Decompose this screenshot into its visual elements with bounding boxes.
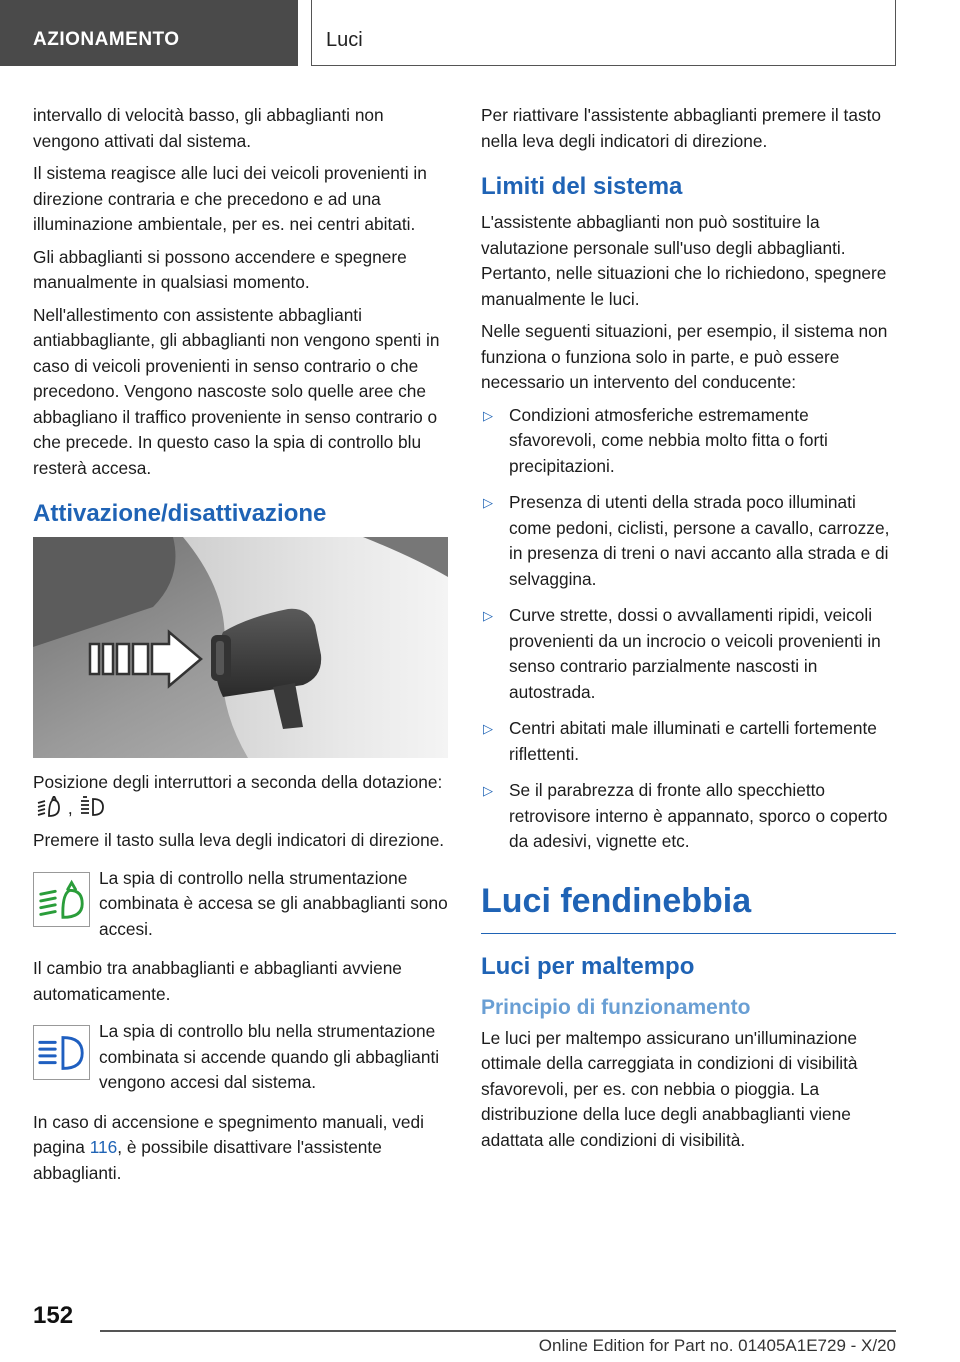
triangle-bullet-icon: ▷: [483, 608, 493, 623]
heading-fog-lights: Luci fendinebbia: [481, 879, 896, 934]
paragraph: Per riattivare l'assistente abbaglianti premere il tasto nella leva degli indicatori di direzione.: [481, 105, 882, 151]
list-item: [481, 403, 896, 480]
list-item: [481, 603, 896, 705]
paragraph: Gli abbaglianti si possono accendere e spegnere manualmente in qualsiasi momento.: [33, 246, 407, 292]
paragraph: Premere il tasto sulla leva degli indicatori di direzione.: [33, 830, 445, 850]
paragraph: Il sistema reagisce alle luci dei veicoli provenienti in direzione contraria e che precedono e ad una illuminazione ambientale, per es. nei centri abitati.: [33, 163, 427, 234]
paragraph: intervallo di velocità basso, gli abbaglianti non vengono attivati dal sistema.: [33, 105, 384, 151]
triangle-bullet-icon: ▷: [483, 721, 493, 736]
high-beam-assist-indicator-icon: [33, 872, 90, 927]
footer-edition: Online Edition for Part no. 01405A1E729 - X/20: [538, 1336, 896, 1355]
list-item-text: Centri abitati male illuminati e cartelli fortemente riflettenti.: [509, 718, 877, 764]
high-beam-icon: [79, 796, 105, 818]
text-segment: In caso di accensione e spegnimento manuali, vedi pagina: [33, 1111, 424, 1157]
list-item: [481, 778, 896, 855]
photo-caption: [33, 770, 448, 821]
paragraph: Il cambio tra anabbaglianti e abbaglianti avviene automaticamente.: [33, 958, 402, 1004]
list-item: [481, 490, 896, 592]
warn-text: La spia di controllo blu nella strumentazione combinata si accende quando gli abbaglianti vengono accesi dal sistema.: [99, 1021, 440, 1092]
text-segment: , è possibile disattivare l'assistente abbaglianti.: [33, 1137, 382, 1183]
section-tab: AZIONAMENTO: [0, 0, 298, 66]
heading-principle: Principio di funzionamento: [481, 995, 751, 1019]
list-item-text: Presenza di utenti della strada poco illuminati come pedoni, ciclisti, persone a cavallo, carrozze, in presenza di treni o navi accanto alla strada e di selvaggina.: [509, 492, 890, 589]
indicator-note-high-beam: [33, 1019, 448, 1096]
triangle-bullet-icon: ▷: [483, 783, 493, 798]
footer-divider: [100, 1330, 896, 1332]
list-item-text: Condizioni atmosferiche estremamente sfavorevoli, come nebbia molto fitta o forti precipitazioni.: [509, 404, 828, 476]
heading-system-limits: Limiti del sistema: [481, 173, 683, 200]
page-reference-link[interactable]: 116: [89, 1137, 118, 1157]
paragraph: L'assistente abbaglianti non può sostituire la valutazione personale sull'uso degli abbaglianti. Pertanto, nelle situazioni che lo richiedono, spegnere manualmente le luci.: [481, 212, 887, 309]
caption-separator: ,: [67, 797, 73, 818]
high-beam-indicator-icon: [33, 1025, 90, 1080]
caption-text: Posizione degli interruttori a seconda della dotazione:: [33, 772, 443, 792]
triangle-bullet-icon: ▷: [483, 495, 493, 510]
paragraph: Nelle seguenti situazioni, per esempio, il sistema non funziona o funziona solo in parte, e può essere necessario un intervento del conducente:: [481, 321, 888, 392]
indicator-note-low-beam: [33, 866, 448, 943]
paragraph: Nell'allestimento con assistente abbaglianti antiabbagliante, gli abbaglianti non vengono spenti in caso di veicoli provenienti in senso contrario o che precedono. Vengono nascoste solo quelle aree che abbagliano il traffico proveniente in senso contrario o che precede. In questo caso la spia di controllo blu resterà accesa.: [33, 304, 440, 478]
list-item-text: Curve strette, dossi o avvallamenti ripidi, veicoli provenienti da un incrocio o veicoli provenienti in senso contrario parzialmente nascosti in autostrada.: [509, 605, 881, 702]
chapter-title: Luci: [311, 0, 896, 66]
left-column: [33, 103, 448, 1193]
high-beam-assist-icon: [35, 796, 61, 818]
heading-activation: Attivazione/disattivazione: [33, 500, 327, 527]
page-header: [0, 0, 960, 66]
paragraph: Le luci per maltempo assicurano un'illuminazione ottimale della carreggiata in condizioni di visibilità sfavorevoli, per es. con nebbia o pioggia. La distribuzione della luce degli anabbaglianti viene adattata alle condizioni di visibilità.: [481, 1027, 858, 1150]
warn-text: La spia di controllo nella strumentazione combinata è accesa se gli anabbaglianti sono accesi.: [99, 867, 448, 939]
list-item: [481, 716, 896, 767]
turn-signal-lever-photo: [33, 537, 448, 758]
limits-list: [481, 403, 896, 855]
list-item-text: Se il parabrezza di fronte allo specchietto retrovisore interno è appannato, sporco o coperto da adesivi, vignette etc.: [509, 780, 888, 851]
paragraph-with-link: [33, 1110, 448, 1187]
page-number: 152: [33, 1302, 74, 1329]
right-column: [481, 103, 896, 1160]
heading-bad-weather-lights: Luci per maltempo: [481, 952, 695, 980]
triangle-bullet-icon: ▷: [483, 407, 493, 423]
